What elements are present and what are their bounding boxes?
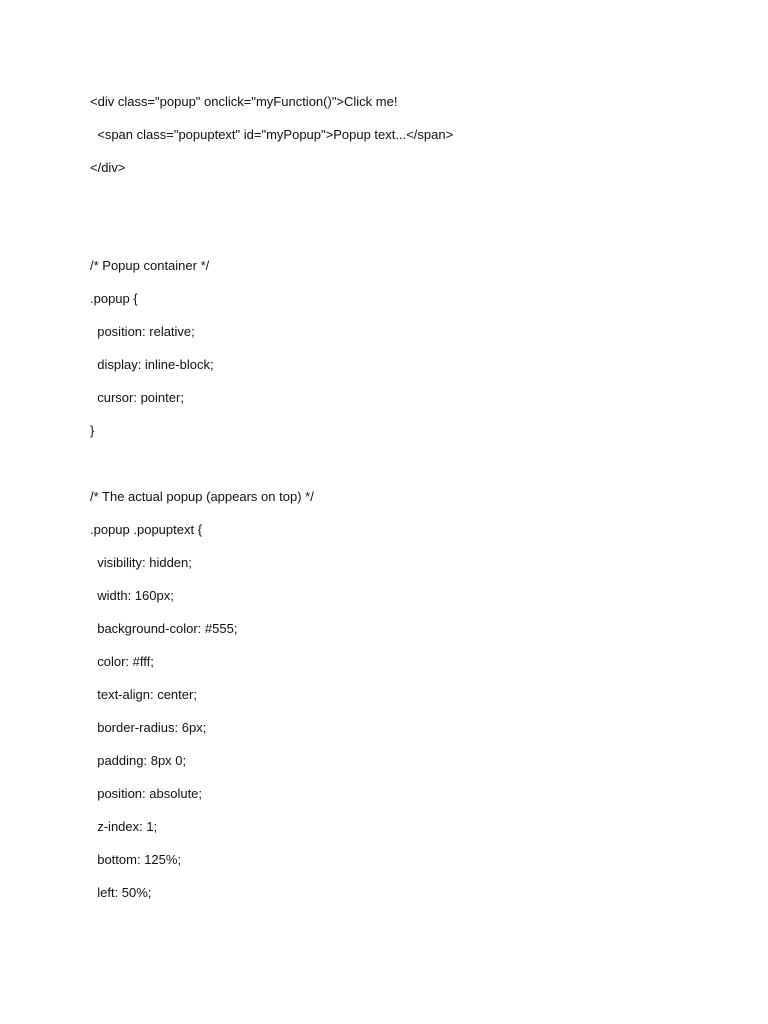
code-line-html-close-div: </div>	[90, 160, 126, 175]
code-line-background-color: background-color: #555;	[90, 621, 238, 636]
code-line-cursor: cursor: pointer;	[90, 390, 184, 405]
code-line-html-open-div: <div class="popup" onclick="myFunction()">Click me!	[90, 94, 398, 109]
code-line-padding: padding: 8px 0;	[90, 753, 187, 768]
code-line-width: width: 160px;	[90, 588, 174, 603]
code-line-z-index: z-index: 1;	[90, 819, 158, 834]
code-line-html-span: <span class="popuptext" id="myPopup">Popup text...</span>	[90, 127, 454, 142]
code-line-border-radius: border-radius: 6px;	[90, 720, 207, 735]
code-line-visibility: visibility: hidden;	[90, 555, 192, 570]
code-line-comment-container: /* Popup container */	[90, 258, 210, 273]
code-line-close-brace: }	[90, 423, 95, 438]
code-line-text-align: text-align: center;	[90, 687, 197, 702]
code-line-comment-actual-popup: /* The actual popup (appears on top) */	[90, 489, 314, 504]
code-line-left: left: 50%;	[90, 885, 152, 900]
code-line-popup-selector: .popup {	[90, 291, 138, 306]
code-line-bottom: bottom: 125%;	[90, 852, 182, 867]
code-line-position-relative: position: relative;	[90, 324, 195, 339]
code-line-color: color: #fff;	[90, 654, 154, 669]
code-line-display: display: inline-block;	[90, 357, 214, 372]
code-line-position-absolute: position: absolute;	[90, 786, 203, 801]
code-line-popuptext-selector: .popup .popuptext {	[90, 522, 203, 537]
